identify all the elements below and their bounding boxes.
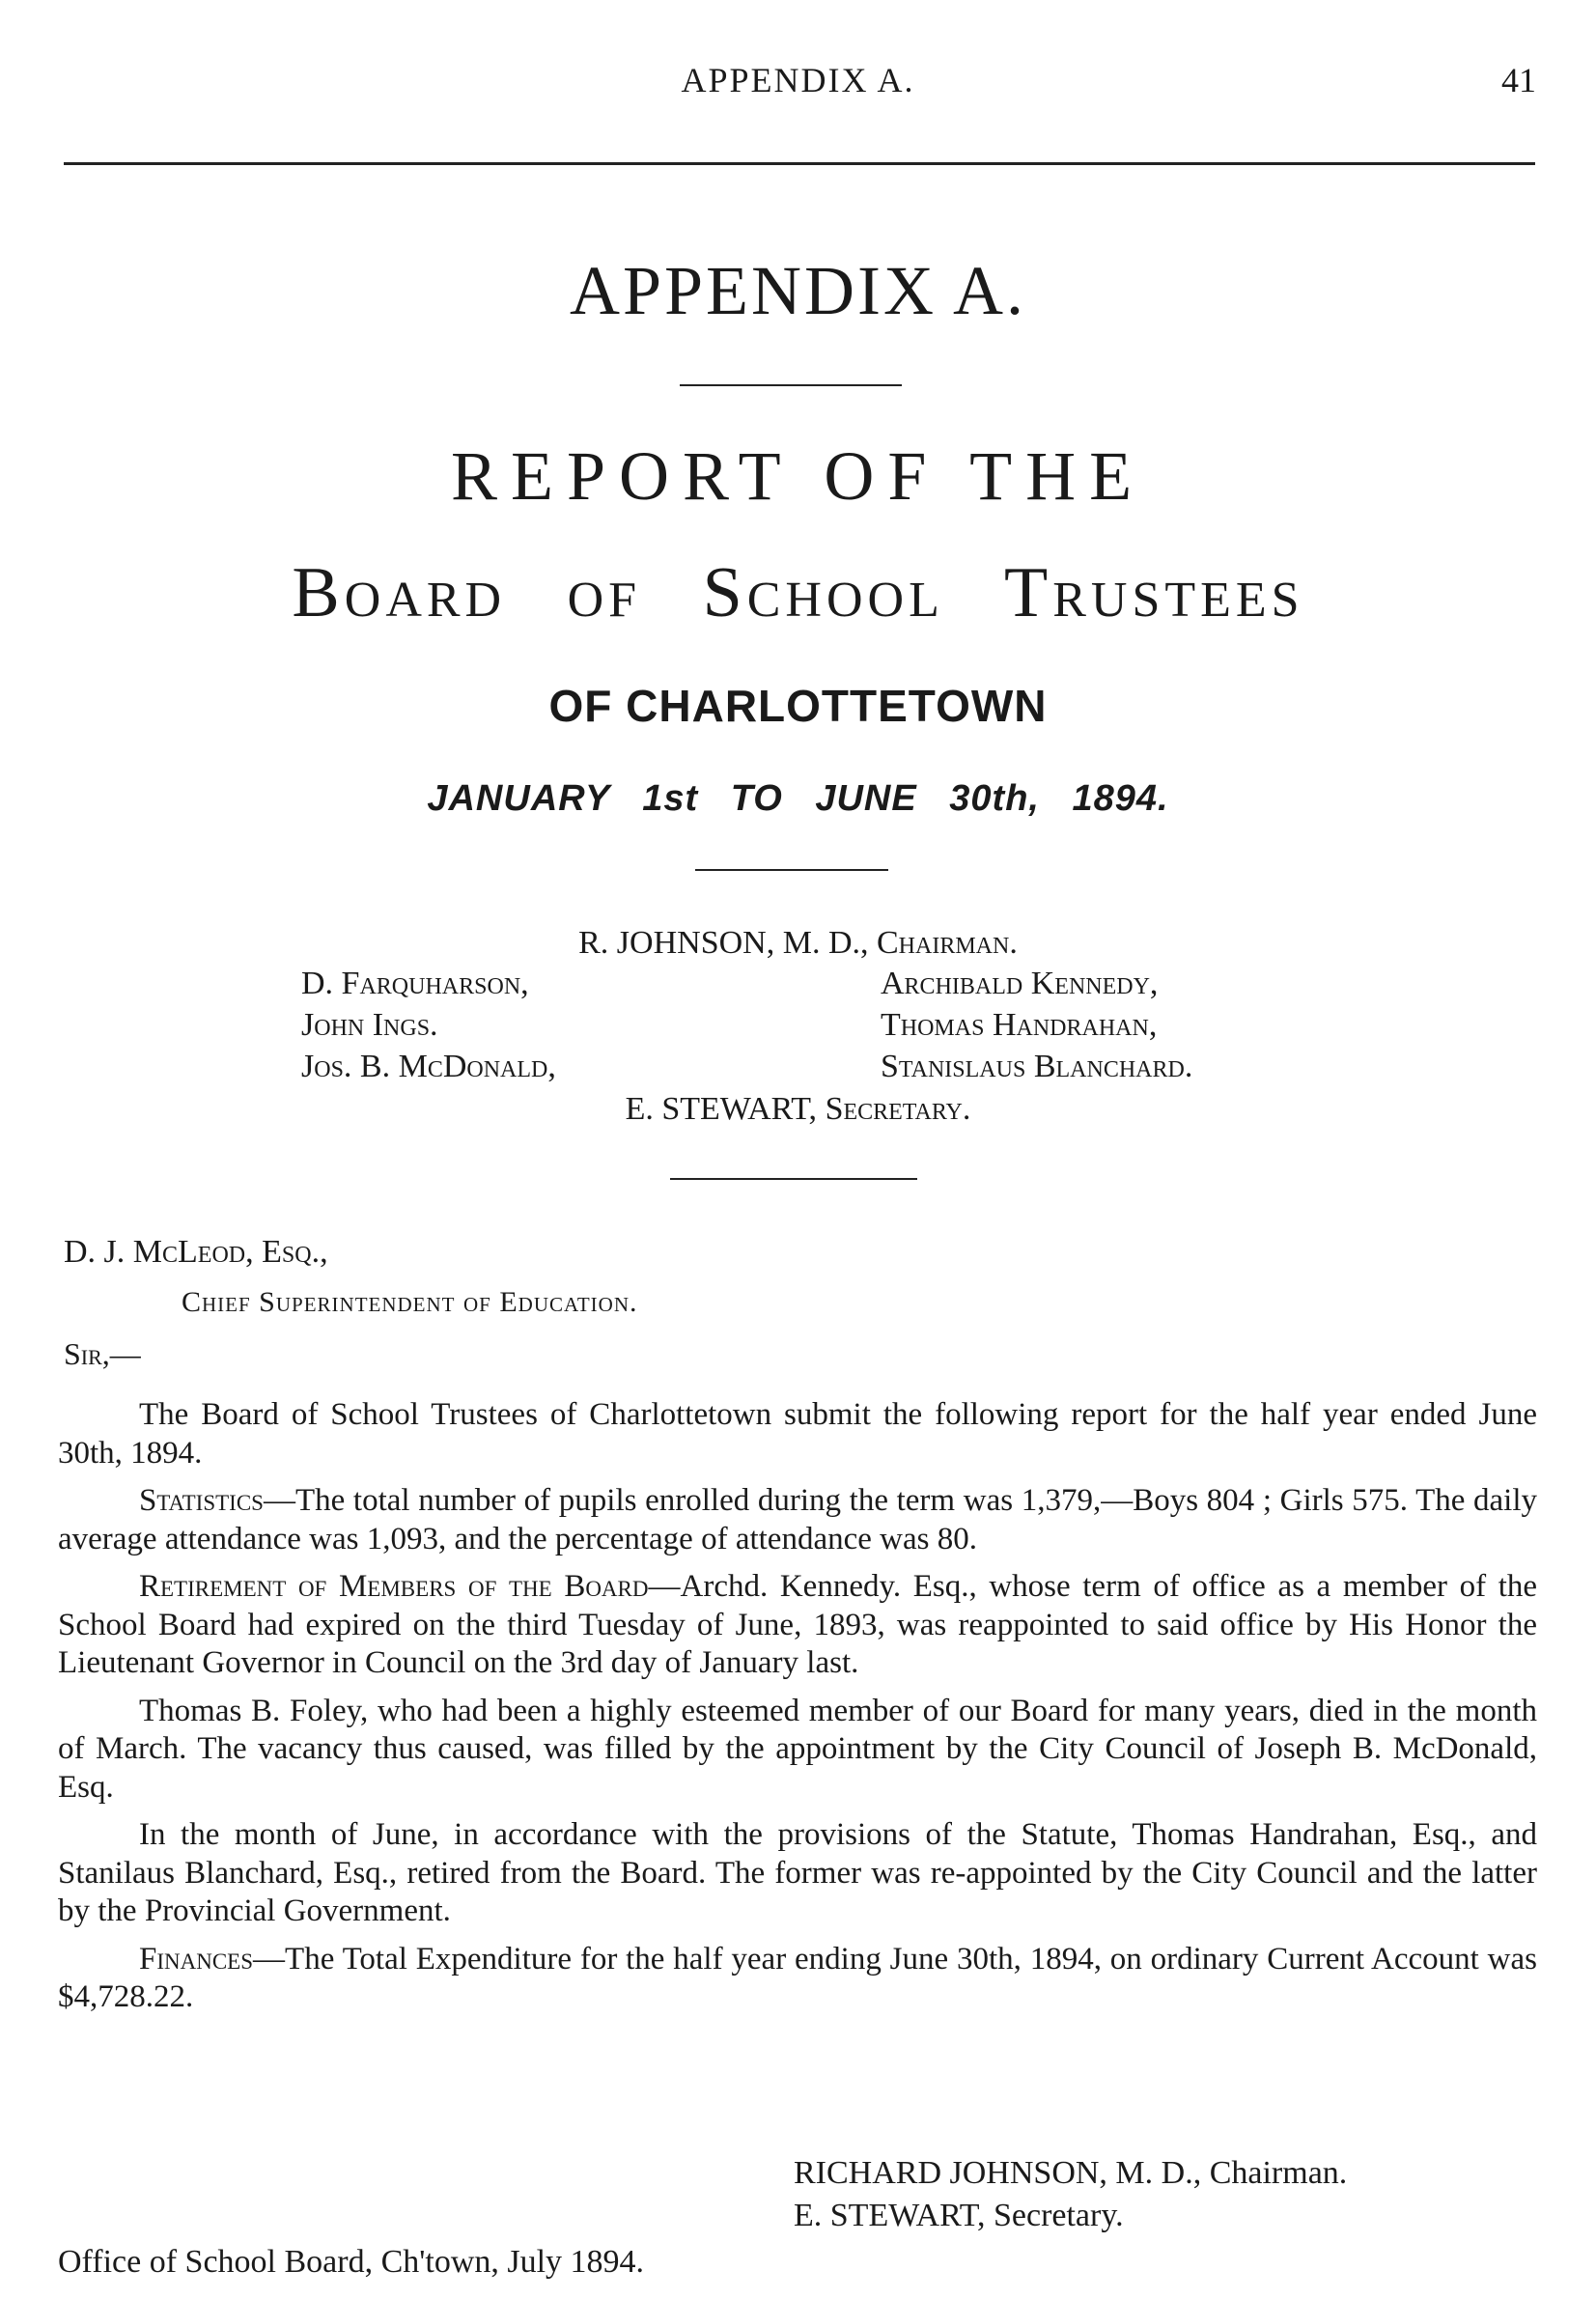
report-period: JANUARY 1st TO JUNE 30th, 1894.: [427, 778, 1169, 819]
signature-secretary: E. STEWART, Secretary.: [794, 2198, 1124, 2233]
trustee-name: Stanislaus Blanchard.: [881, 1049, 1193, 1084]
addressee-title: Chief Superintendent of Education.: [182, 1286, 638, 1318]
salutation: Sir,—: [64, 1336, 141, 1371]
section-divider: [695, 869, 888, 871]
trustee-name: Jos. B. McDonald,: [301, 1049, 556, 1084]
chairman-title: Chairman.: [877, 925, 1018, 961]
addressee: D. J. McLeod, Esq.,: [64, 1234, 328, 1270]
secretary-title: Secretary.: [825, 1091, 971, 1127]
secretary-name: E. STEWART,: [625, 1091, 818, 1127]
report-body: [58, 1396, 1537, 2027]
chairman-name: R. JOHNSON, M. D.,: [578, 925, 869, 961]
paragraph-lead: Statistics: [139, 1483, 264, 1518]
paragraph-statistics: Statistics—The total number of pupils enrolled during the term was 1,379,—Boys 804 ; Girls 575. The daily average attendance was 1,093, and the percentage of attendance was 80.: [58, 1483, 1537, 1556]
paragraph-june: In the month of June, in accordance with the provisions of the Statute, Thomas Handrahan, Esq., and Stanilaus Blanchard, Esq., retired from the Board. The former was re-appointed by the City Council and the latter by the Provincial Government.: [58, 1817, 1537, 1928]
city-heading: OF CHARLOTTETOWN: [548, 681, 1048, 731]
header-rule: [64, 162, 1535, 165]
chairman-line: [0, 925, 1596, 962]
paragraph-lead: Finances: [139, 1941, 254, 1977]
title-divider: [680, 384, 902, 386]
report-heading: REPORT OF THE: [450, 437, 1146, 515]
trustee-name: Archibald Kennedy,: [881, 966, 1159, 1001]
signature-chairman: RICHARD JOHNSON, M. D., Chairman.: [794, 2155, 1348, 2191]
trustee-name: John Ings.: [301, 1007, 438, 1043]
page-number: 41: [1501, 61, 1536, 99]
paragraph-lead: Retirement of Members of the Board: [139, 1569, 649, 1604]
trustee-name: Thomas Handrahan,: [881, 1007, 1158, 1043]
appendix-title: APPENDIX A.: [569, 252, 1027, 329]
paragraph-retirement: Retirement of Members of the Board—Archd. Kennedy. Esq., whose term of office as a member of the School Board had expired on the third Tuesday of June, 1893, was reappointed to said office by His Honor the Lieutenant Governor in Council on the 3rd day of January last.: [58, 1569, 1538, 1680]
trustee-name: D. Farquharson,: [301, 966, 529, 1001]
secretary-line: [0, 1091, 1596, 1128]
office-dateline: Office of School Board, Ch'town, July 1894.: [58, 2244, 645, 2280]
board-heading: Board of School Trustees: [292, 553, 1304, 632]
running-header-title: APPENDIX A.: [681, 61, 915, 99]
paragraph-foley: Thomas B. Foley, who had been a highly esteemed member of our Board for many years, died in the month of March. The vacancy thus caused, was filled by the appointment by the City Council of Joseph B. McDonald, Esq.: [58, 1693, 1537, 1805]
roster-divider: [670, 1178, 917, 1180]
paragraph-intro: The Board of School Trustees of Charlottetown submit the following report for the half year ended June 30th, 1894.: [58, 1397, 1537, 1471]
paragraph-finances: Finances—The Total Expenditure for the half year ending June 30th, 1894, on ordinary Current Account was $4,728.22.: [58, 1941, 1537, 2014]
